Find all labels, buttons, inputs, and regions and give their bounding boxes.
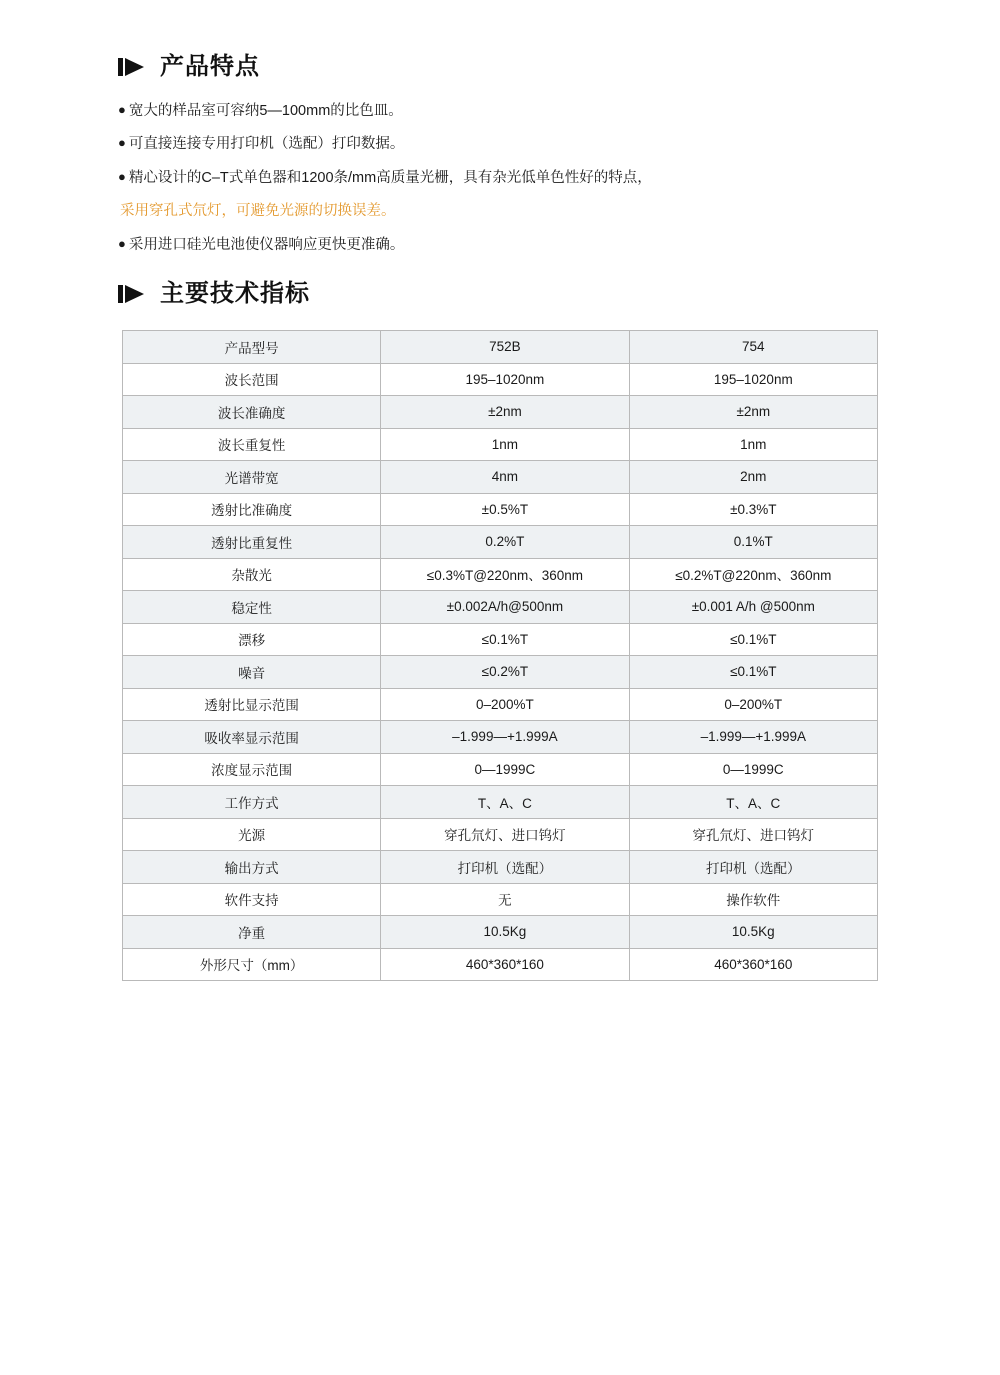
row-label: 漂移 <box>123 623 381 656</box>
list-item <box>118 133 878 155</box>
list-item-text: 精心设计的C–T式单色器和1200条/mm高质量光栅，具有杂光低单色性好的特点， <box>128 169 652 186</box>
specifications-table <box>122 330 878 981</box>
row-value-752b: ≤0.3%T@220nm、360nm <box>381 558 629 591</box>
row-value-754: –1.999—+1.999A <box>629 721 877 754</box>
row-value-752b: ≤0.1%T <box>381 623 629 656</box>
bullet-icon: ● <box>118 102 126 117</box>
table-row <box>123 818 878 851</box>
row-label: 波长范围 <box>123 363 381 396</box>
row-value-752b: ≤0.2%T <box>381 656 629 689</box>
row-value-754: ≤0.1%T <box>629 623 877 656</box>
spec-table-container <box>122 330 878 981</box>
list-item <box>118 234 878 256</box>
table-row <box>123 526 878 559</box>
row-label: 软件支持 <box>123 883 381 916</box>
features-section-heading <box>118 55 260 79</box>
row-value-754: 460*360*160 <box>629 948 877 981</box>
row-value-754: 195–1020nm <box>629 363 877 396</box>
column-header: 754 <box>629 331 877 364</box>
row-value-752b: 0.2%T <box>381 526 629 559</box>
row-value-752b: 10.5Kg <box>381 916 629 949</box>
table-row <box>123 688 878 721</box>
row-label: 吸收率显示范围 <box>123 721 381 754</box>
row-value-754: ±2nm <box>629 396 877 429</box>
row-label: 工作方式 <box>123 786 381 819</box>
row-value-754: ±0.3%T <box>629 493 877 526</box>
bullet-icon: ● <box>118 168 126 184</box>
table-row <box>123 363 878 396</box>
bullet-icon: ● <box>118 135 126 151</box>
specs-heading-text: 主要技术指标 <box>160 280 310 307</box>
row-value-752b: –1.999—+1.999A <box>381 721 629 754</box>
row-value-752b: 打印机（选配） <box>381 851 629 884</box>
row-value-754: ±0.001 A/h @500nm <box>629 591 877 624</box>
row-label: 光谱带宽 <box>123 461 381 494</box>
row-label: 透射比显示范围 <box>123 688 381 721</box>
table-row <box>123 786 878 819</box>
row-value-754: 穿孔氘灯、进口钨灯 <box>629 818 877 851</box>
row-value-752b: 195–1020nm <box>381 363 629 396</box>
row-label: 浓度显示范围 <box>123 753 381 786</box>
row-value-752b: 460*360*160 <box>381 948 629 981</box>
row-label: 波长重复性 <box>123 428 381 461</box>
row-value-752b: 0–200%T <box>381 688 629 721</box>
row-value-754: ≤0.1%T <box>629 656 877 689</box>
table-header-row <box>123 331 878 364</box>
specs-section-heading <box>118 282 310 306</box>
table-row <box>123 948 878 981</box>
table-row <box>123 851 878 884</box>
row-value-752b: T、A、C <box>381 786 629 819</box>
table-row <box>123 461 878 494</box>
column-header: 752B <box>381 331 629 364</box>
row-value-754: 0–200%T <box>629 688 877 721</box>
row-label: 透射比重复性 <box>123 526 381 559</box>
row-label: 稳定性 <box>123 591 381 624</box>
row-label: 噪音 <box>123 656 381 689</box>
row-value-754: ≤0.2%T@220nm、360nm <box>629 558 877 591</box>
list-item <box>118 100 878 122</box>
table-row <box>123 428 878 461</box>
table-row <box>123 656 878 689</box>
row-value-752b: 0—1999C <box>381 753 629 786</box>
row-label: 透射比准确度 <box>123 493 381 526</box>
row-value-754: 操作软件 <box>629 883 877 916</box>
table-row <box>123 883 878 916</box>
table-row <box>123 493 878 526</box>
row-value-754: 打印机（选配） <box>629 851 877 884</box>
row-value-754: 2nm <box>629 461 877 494</box>
row-value-752b: 1nm <box>381 428 629 461</box>
features-heading-text: 产品特点 <box>160 53 260 80</box>
table-row <box>123 916 878 949</box>
row-label: 外形尺寸（mm） <box>123 948 381 981</box>
row-value-754: 10.5Kg <box>629 916 877 949</box>
triangle-play-icon <box>118 56 148 78</box>
row-value-754: T、A、C <box>629 786 877 819</box>
row-label: 杂散光 <box>123 558 381 591</box>
list-item-text: 采用穿孔式氘灯，可避免光源的切换误差。 <box>120 203 396 220</box>
row-label: 净重 <box>123 916 381 949</box>
row-value-752b: 无 <box>381 883 629 916</box>
triangle-play-icon <box>118 283 148 305</box>
row-value-754: 1nm <box>629 428 877 461</box>
table-row <box>123 721 878 754</box>
bullet-icon: ● <box>118 235 126 251</box>
list-item-highlighted <box>118 200 878 222</box>
list-item-text: 可直接连接专用打印机（选配）打印数据。 <box>128 136 405 153</box>
row-value-754: 0.1%T <box>629 526 877 559</box>
row-value-752b: ±0.5%T <box>381 493 629 526</box>
list-item <box>118 167 878 189</box>
table-row <box>123 591 878 624</box>
row-label: 波长准确度 <box>123 396 381 429</box>
list-item-text: 采用进口硅光电池使仪器响应更快更准确。 <box>128 236 405 253</box>
column-header: 产品型号 <box>123 331 381 364</box>
row-value-752b: 穿孔氘灯、进口钨灯 <box>381 818 629 851</box>
row-label: 输出方式 <box>123 851 381 884</box>
row-label: 光源 <box>123 818 381 851</box>
table-row <box>123 396 878 429</box>
row-value-754: 0—1999C <box>629 753 877 786</box>
table-row <box>123 753 878 786</box>
table-row <box>123 623 878 656</box>
table-row <box>123 558 878 591</box>
row-value-752b: ±0.002A/h@500nm <box>381 591 629 624</box>
row-value-752b: 4nm <box>381 461 629 494</box>
list-item-text: 宽大的样品室可容纳5—100mm的比色皿。 <box>128 103 403 119</box>
features-list <box>118 100 878 267</box>
row-value-752b: ±2nm <box>381 396 629 429</box>
